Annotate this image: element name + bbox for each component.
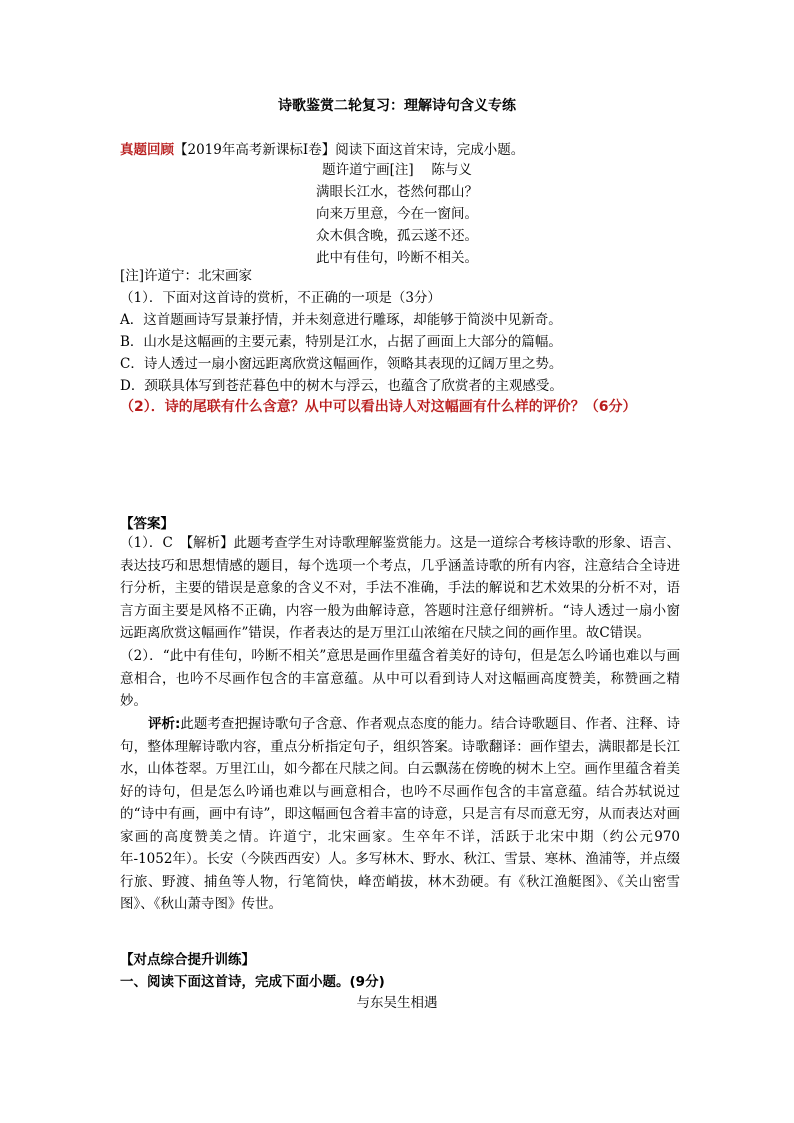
- analysis-text: 此题考查把握诗歌句子含意、作者观点态度的能力。结合诗歌题目、作者、注释、诗句，整体理解诗歌内容，重点分析指定句子，组织答案。诗歌翻译：画作望去，满眼都是长江水，山体苍翠。万里江山，如今都在尺牍之间。白云飘荡在傍晚的树木上空。画作里蕴含着美好的诗句，但是怎么吟诵也难以与画意相合，也吟不尽画作包含的丰富意蕴。结合苏轼说过的“诗中有画，画中有诗”，即这幅画包含着丰富的诗意，只是言有尽而意无穷，从而表达对画家画的高度赞美之情。许道宁，北宋画家。生卒年不详，活跃于北宋中期（约公元970年-1052年）。长安（今陕西西安）人。多写林木、野水、秋江、雪景、寒林、渔浦等，并点缀行旅、野渡、捕鱼等人物，行笔简快，峰峦峭拔，林木劲硬。有《秋江渔艇图》、《关山密雪图》、《秋山萧寺图》传世。: [120, 716, 680, 912]
- option-a: A．这首题画诗写景兼抒情，并未刻意进行雕琢，却能够于简淡中见新奇。: [120, 312, 562, 328]
- answer-heading: 【答案】: [120, 516, 174, 532]
- answer-1: （1）．C 【解析】此题考查学生对诗歌理解鉴赏能力。这是一道综合考核诗歌的形象、语言、表达技巧和思想情感的题目，每个选项一个考点，几乎涵盖诗歌的所有内容，注意结合全诗进行分析，主要的错误是意象的含义不对，手法不准确，手法的解说和艺术效果的分析不对，语言方面主要是风格不正确，内容一般为曲解诗意，答题时注意仔细辨析。“诗人透过一扇小窗远距离欣赏这幅画作”错误，作者表达的是万里江山浓缩在尺牍之间的画作里。故C错误。: [120, 535, 680, 641]
- question-2: （2）．诗的尾联有什么含意？从中可以看出诗人对这幅画有什么样的评价？（6分）: [120, 399, 637, 415]
- option-c: C．诗人透过一扇小窗远距离欣赏这幅画作，领略其表现的辽阔万里之势。: [120, 356, 563, 372]
- poem-line-1: 满眼长江水，苍然何郡山？: [316, 184, 478, 200]
- review-source: 【2019年高考新课标Ⅰ卷】阅读下面这首宋诗，完成小题。: [174, 142, 525, 158]
- poem-heading: 题许道宁画[注] 陈与义: [322, 162, 472, 178]
- option-d: D．颈联具体写到苍茫暮色中的树木与浮云，也蕴含了欣赏者的主观感受。: [120, 378, 563, 394]
- poem-note: [注]许道宁：北宋画家: [120, 268, 253, 284]
- page-title: 诗歌鉴赏二轮复习：理解诗句含义专练: [278, 98, 516, 114]
- analysis-label: 评析:: [148, 716, 181, 732]
- option-b: B．山水是这幅画的主要元素，特别是江水，占据了画面上大部分的篇幅。: [120, 334, 562, 350]
- analysis-paragraph: [120, 713, 680, 916]
- poem-line-3: 众木俱含晚，孤云遂不还。: [316, 228, 478, 244]
- poem-line-2: 向来万里意，今在一窗间。: [316, 206, 478, 222]
- training-poem-title: 与东吴生相遇: [356, 995, 438, 1011]
- question-1-stem: （1）．下面对这首诗的赏析，不正确的一项是（3分）: [120, 290, 441, 306]
- review-label: 真题回顾: [120, 142, 174, 158]
- review-line: [120, 140, 524, 160]
- poem-line-4: 此中有佳句，吟断不相关。: [316, 250, 478, 266]
- answer-2: （2）．“此中有佳句，吟断不相关”意思是画作里蕴含着美好的诗句，但是怎么吟诵也难以与画意相合，也吟不尽画作包含的丰富意蕴。从中可以看到诗人对这幅画高度赞美，称赞画之精妙。: [120, 648, 680, 709]
- training-heading: 【对点综合提升训练】: [120, 952, 255, 968]
- training-question-1: 一、阅读下面这首诗，完成下面小题。(9分): [120, 974, 385, 990]
